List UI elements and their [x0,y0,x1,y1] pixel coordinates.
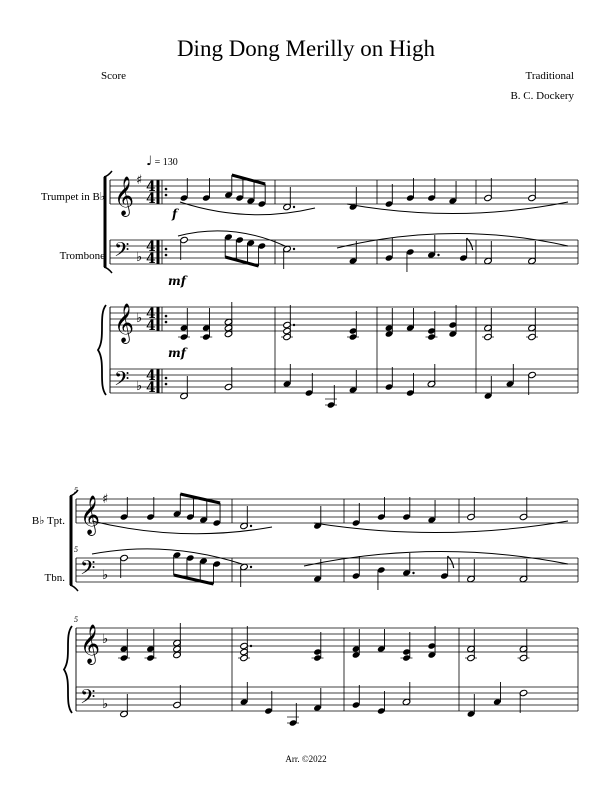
flat-key-signature-icon: ♭ [102,697,109,712]
dot [250,566,252,568]
time-signature-top: 4 [146,368,156,384]
instrument-label-trumpet: Trumpet in B♭ [40,191,105,203]
instrument-label-trumpet-short: B♭ Tpt. [31,515,65,527]
flat-key-signature-icon: ♭ [102,632,109,647]
beam [232,175,265,184]
time-signature-bottom: 4 [146,318,156,334]
dot [293,248,295,250]
dot [250,645,252,647]
dot [437,254,439,256]
time-signature-top: 4 [146,239,156,255]
slur [178,231,285,246]
treble-clef-icon: 𝄞 [114,176,135,216]
repeat-dot [165,254,168,257]
repeat-dot [165,377,168,380]
grand-staff-brace [64,626,72,713]
time-signature-top: 4 [146,306,156,322]
measure-number: 5 [74,615,78,624]
measure-number: 5 [74,545,78,554]
repeat-dot [165,194,168,197]
measure-number: 5 [74,486,78,495]
ensemble-bracket-hook [104,267,112,273]
sharp-key-signature-icon: ♯ [102,492,109,507]
dynamic-marking: f [172,207,178,221]
composer-credit: Traditional [525,70,574,82]
repeat-dot [165,383,168,386]
flat-key-signature-icon: ♭ [136,250,143,265]
bass-clef-icon: 𝄢 [80,556,96,584]
ensemble-bracket-hook [104,171,112,177]
bass-clef-icon: 𝄢 [114,367,130,395]
time-signature-top: 4 [146,179,156,195]
treble-clef-icon: 𝄞 [80,495,101,535]
grand-staff-brace [98,305,106,395]
repeat-dot [165,248,168,251]
time-signature-bottom: 4 [146,191,156,207]
slur [92,549,242,564]
treble-clef-icon: 𝄞 [80,624,101,664]
repeat-dot [165,188,168,191]
bass-clef-icon: 𝄢 [80,685,96,713]
bass-clef-icon: 𝄢 [114,238,130,266]
tempo-value: = 130 [154,157,178,168]
dynamic-marking: mf [168,346,186,360]
instrument-label-trombone: Trombone [59,250,105,262]
flat-key-signature-icon: ♭ [136,311,143,326]
score-label: Score [101,70,127,82]
quarter-note-icon: ♩ [146,154,153,169]
flat-key-signature-icon: ♭ [136,379,143,394]
dynamic-marking: mf [168,274,186,288]
repeat-dot [165,321,168,324]
sharp-key-signature-icon: ♯ [136,173,143,188]
beam [180,494,220,503]
page-title: Ding Dong Merilly on High [176,36,436,61]
time-signature-bottom: 4 [146,251,156,267]
instrument-label-trombone-short: Tbn. [44,572,65,584]
flat-key-signature-icon: ♭ [102,568,109,583]
dot [412,572,414,574]
dot [250,525,252,527]
arranger-credit: B. C. Dockery [510,90,574,102]
treble-clef-icon: 𝄞 [114,303,135,343]
repeat-dot [165,315,168,318]
dot [293,206,295,208]
time-signature-bottom: 4 [146,380,156,396]
ensemble-bracket-hook [70,585,78,591]
footer-copyright: Arr. ©2022 [285,754,327,764]
dot [293,324,295,326]
